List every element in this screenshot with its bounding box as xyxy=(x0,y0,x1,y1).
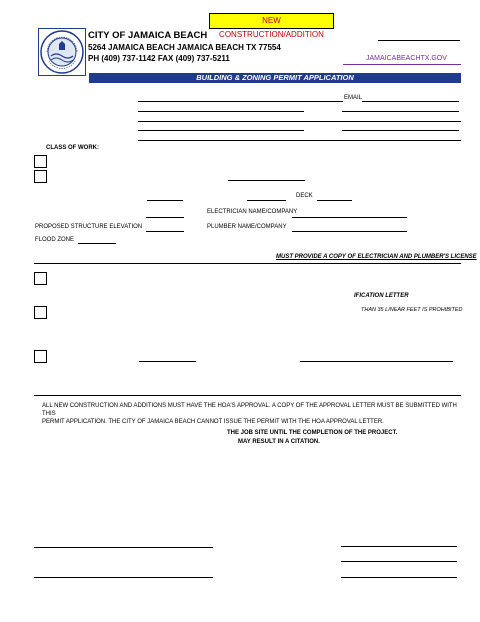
structure-field-3[interactable] xyxy=(146,217,184,218)
plumber-field[interactable] xyxy=(292,231,407,232)
city-phone-fax: PH (409) 737-1142 FAX (409) 737-5211 xyxy=(88,54,230,63)
hoa-notice-line-2: PERMIT APPLICATION. THE CITY OF JAMAICA BEACH CANNOT ISSUE THE PERMIT WITH THE HOA APPROVAL LETTER. xyxy=(42,419,384,425)
class-of-work-label: CLASS OF WORK: xyxy=(46,145,99,151)
header-signature-line xyxy=(378,40,460,41)
form-type-badge: NEW CONSTRUCTION/ADDITION xyxy=(209,13,334,29)
license-notice: MUST PROVIDE A COPY OF ELECTRICIAN AND PLUMBER'S LICENSE xyxy=(276,254,477,260)
form-title-banner: BUILDING & ZONING PERMIT APPLICATION xyxy=(89,73,461,83)
jobsite-notice-line-1: THE JOB SITE UNTIL THE COMPLETION OF THE PROJECT. xyxy=(227,430,398,436)
phone-field[interactable] xyxy=(342,111,459,112)
electrician-label: ELECTRICIAN NAME/COMPANY xyxy=(207,209,298,215)
linear-feet-note: THAN 35 LINEAR FEET IS PROHIBITED xyxy=(361,307,463,313)
verification-letter-note: IFICATION LETTER xyxy=(354,293,409,299)
email-label: EMAIL xyxy=(344,95,363,101)
applicant-name-field[interactable] xyxy=(138,101,343,102)
class-new-construction-checkbox[interactable] xyxy=(34,155,47,168)
city-name: CITY OF JAMAICA BEACH xyxy=(88,30,208,41)
plumber-label: PLUMBER NAME/COMPANY xyxy=(207,224,287,230)
electrician-field[interactable] xyxy=(292,217,407,218)
city-seal-logo xyxy=(38,28,86,76)
structure-field-1[interactable] xyxy=(147,200,183,201)
proposed-elevation-label: PROPOSED STRUCTURE ELEVATION xyxy=(35,224,143,230)
hoa-approval-notice xyxy=(42,402,462,426)
requirement-checkbox-1[interactable] xyxy=(34,272,47,285)
city-website-link[interactable]: JAMAICABEACHTX.GOV xyxy=(366,55,447,62)
requirement-field-1[interactable] xyxy=(139,361,196,362)
flood-zone-field[interactable] xyxy=(78,243,116,244)
requirement-checkbox-3[interactable] xyxy=(34,350,47,363)
owner-field[interactable] xyxy=(138,121,461,122)
official-signature-line[interactable] xyxy=(34,577,213,578)
address-field[interactable] xyxy=(138,111,304,112)
structure-field-2[interactable] xyxy=(247,200,286,201)
jobsite-notice-line-2: MAY RESULT IN A CITATION. xyxy=(238,439,320,445)
valuation-field[interactable] xyxy=(228,180,305,181)
applicant-signature-line[interactable] xyxy=(34,547,213,548)
requirement-field-2[interactable] xyxy=(300,361,453,362)
section-divider-2 xyxy=(34,395,461,396)
legal-description-field[interactable] xyxy=(138,140,461,141)
city-address: 5264 JAMAICA BEACH JAMAICA BEACH TX 77554 xyxy=(88,43,281,52)
owner-phone-field[interactable] xyxy=(342,130,459,131)
official-date-line[interactable] xyxy=(341,577,457,578)
deck-field[interactable] xyxy=(317,200,352,201)
email-field[interactable] xyxy=(362,101,459,102)
requirement-checkbox-2[interactable] xyxy=(34,306,47,319)
printed-name-line[interactable] xyxy=(341,561,457,562)
deck-label: DECK xyxy=(296,193,313,199)
hoa-notice-line-1: ALL NEW CONSTRUCTION AND ADDITIONS MUST HAVE THE HOA'S APPROVAL. A COPY OF THE APPROVAL LETTER MUST BE SUBMITTED WITH THIS xyxy=(42,403,457,417)
signature-date-line[interactable] xyxy=(341,546,457,547)
website-underline xyxy=(343,64,461,65)
flood-zone-label: FLOOD ZONE xyxy=(35,237,75,243)
owner-address-field[interactable] xyxy=(138,130,304,131)
section-divider-1 xyxy=(34,263,461,264)
proposed-elevation-field[interactable] xyxy=(146,231,184,232)
class-addition-checkbox[interactable] xyxy=(34,170,47,183)
